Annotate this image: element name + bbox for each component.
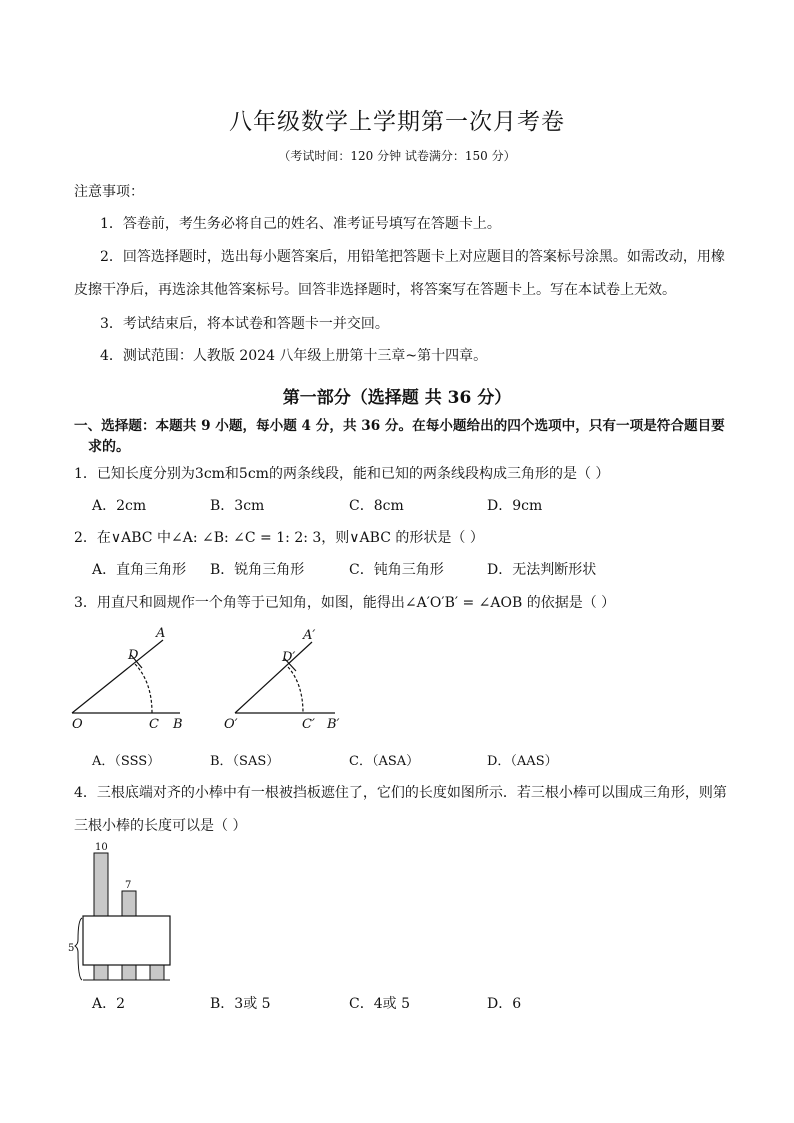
exam-subtitle: （考试时间：120 分钟 试卷满分：150 分）: [278, 149, 516, 163]
q4-option-d: D．6: [487, 996, 522, 1012]
section-intro-line1: 一、选择题：本题共 9 小题，每小题 4 分，共 36 分。在每小题给出的四个选项中，只有一项是符合题目要: [74, 418, 725, 434]
label-d: D: [128, 648, 139, 663]
q4-option-c: C．4或 5: [349, 996, 410, 1012]
sticks-figure: [66, 840, 186, 985]
ray-o2a2: [235, 642, 312, 713]
q3-option-c: C．（ASA）: [349, 754, 420, 769]
q1-option-c: C．8cm: [349, 498, 404, 514]
q1-option-b: B．3cm: [210, 498, 265, 514]
q4-option-a: A．2: [92, 996, 126, 1012]
question-3-stem: 3．用直尺和圆规作一个角等于已知角，如图，能得出∠A′O′B′ = ∠AOB 的依据是（ ）: [74, 595, 616, 611]
label-stick-2: 7: [125, 880, 132, 891]
note-item-2-cont: 皮擦干净后，再选涂其他答案标号。回答非选择题时，将答案写在答题卡上。写在本试卷上无效。: [74, 282, 676, 298]
q3-option-a: A．（SSS）: [92, 754, 161, 769]
note-item-1: 1．答卷前，考生务必将自己的姓名、准考证号填写在答题卡上。: [100, 216, 501, 232]
q3-option-b: B．（SAS）: [210, 754, 280, 769]
label-c: C: [149, 717, 159, 732]
label-a: A: [156, 626, 166, 641]
q2-option-d: D．无法判断形状: [487, 562, 597, 578]
ray-oa: [72, 640, 163, 713]
arc-d2c2: [288, 667, 303, 713]
question-1-stem: 1．已知长度分别为3cm和5cm的两条线段，能和已知的两条线段构成三角形的是（ ）: [74, 466, 610, 482]
label-c-prime: C′: [302, 717, 315, 732]
q2-option-c: C．钝角三角形: [349, 562, 444, 578]
q1-option-a: A．2cm: [92, 498, 147, 514]
label-board: 5: [68, 943, 75, 954]
q2-option-a: A．直角三角形: [92, 562, 187, 578]
question-2-stem: 2．在∨ABC 中∠A: ∠B: ∠C = 1: 2: 3，则∨ABC 的形状是（ ）: [74, 530, 484, 546]
section-title: 第一部分（选择题 共 36 分）: [282, 388, 512, 408]
section-intro-line2: 求的。: [88, 439, 130, 455]
section-intro: [74, 414, 725, 434]
label-stick-1: 10: [95, 842, 108, 853]
brace: [75, 918, 82, 980]
question-4-stem-line2: 三根小棒的长度可以是（ ）: [74, 818, 247, 834]
label-b: B: [173, 717, 183, 732]
q3-option-d: D．（AAS）: [487, 754, 558, 769]
label-b-prime: B′: [327, 717, 340, 732]
question-4-stem-line1: 4．三根底端对齐的小棒中有一根被挡板遮住了，它们的长度如图所示．若三根小棒可以围成三角形，则第: [74, 785, 727, 801]
note-item-2: 2．回答选择题时，选出每小题答案后，用铅笔把答题卡上对应题目的答案标号涂黑。如需改动，用橡: [100, 249, 725, 265]
exam-title: 八年级数学上学期第一次月考卷: [229, 109, 565, 135]
q1-option-d: D．9cm: [487, 498, 543, 514]
q2-option-b: B．锐角三角形: [210, 562, 305, 578]
label-a-prime: A′: [303, 628, 316, 643]
notes-heading: 注意事项：: [74, 184, 144, 200]
label-o: O: [72, 717, 83, 732]
angle-construction-figure: [60, 620, 360, 735]
note-item-3: 3．考试结束后，将本试卷和答题卡一并交回。: [100, 316, 389, 332]
label-o-prime: O′: [224, 717, 238, 732]
q4-option-b: B．3或 5: [210, 996, 271, 1012]
label-d-prime: D′: [282, 650, 296, 665]
cover-board: [83, 916, 170, 965]
note-item-4: 4．测试范围：人教版 2024 八年级上册第十三章~第十四章。: [100, 348, 488, 364]
arc-dc: [135, 664, 152, 713]
